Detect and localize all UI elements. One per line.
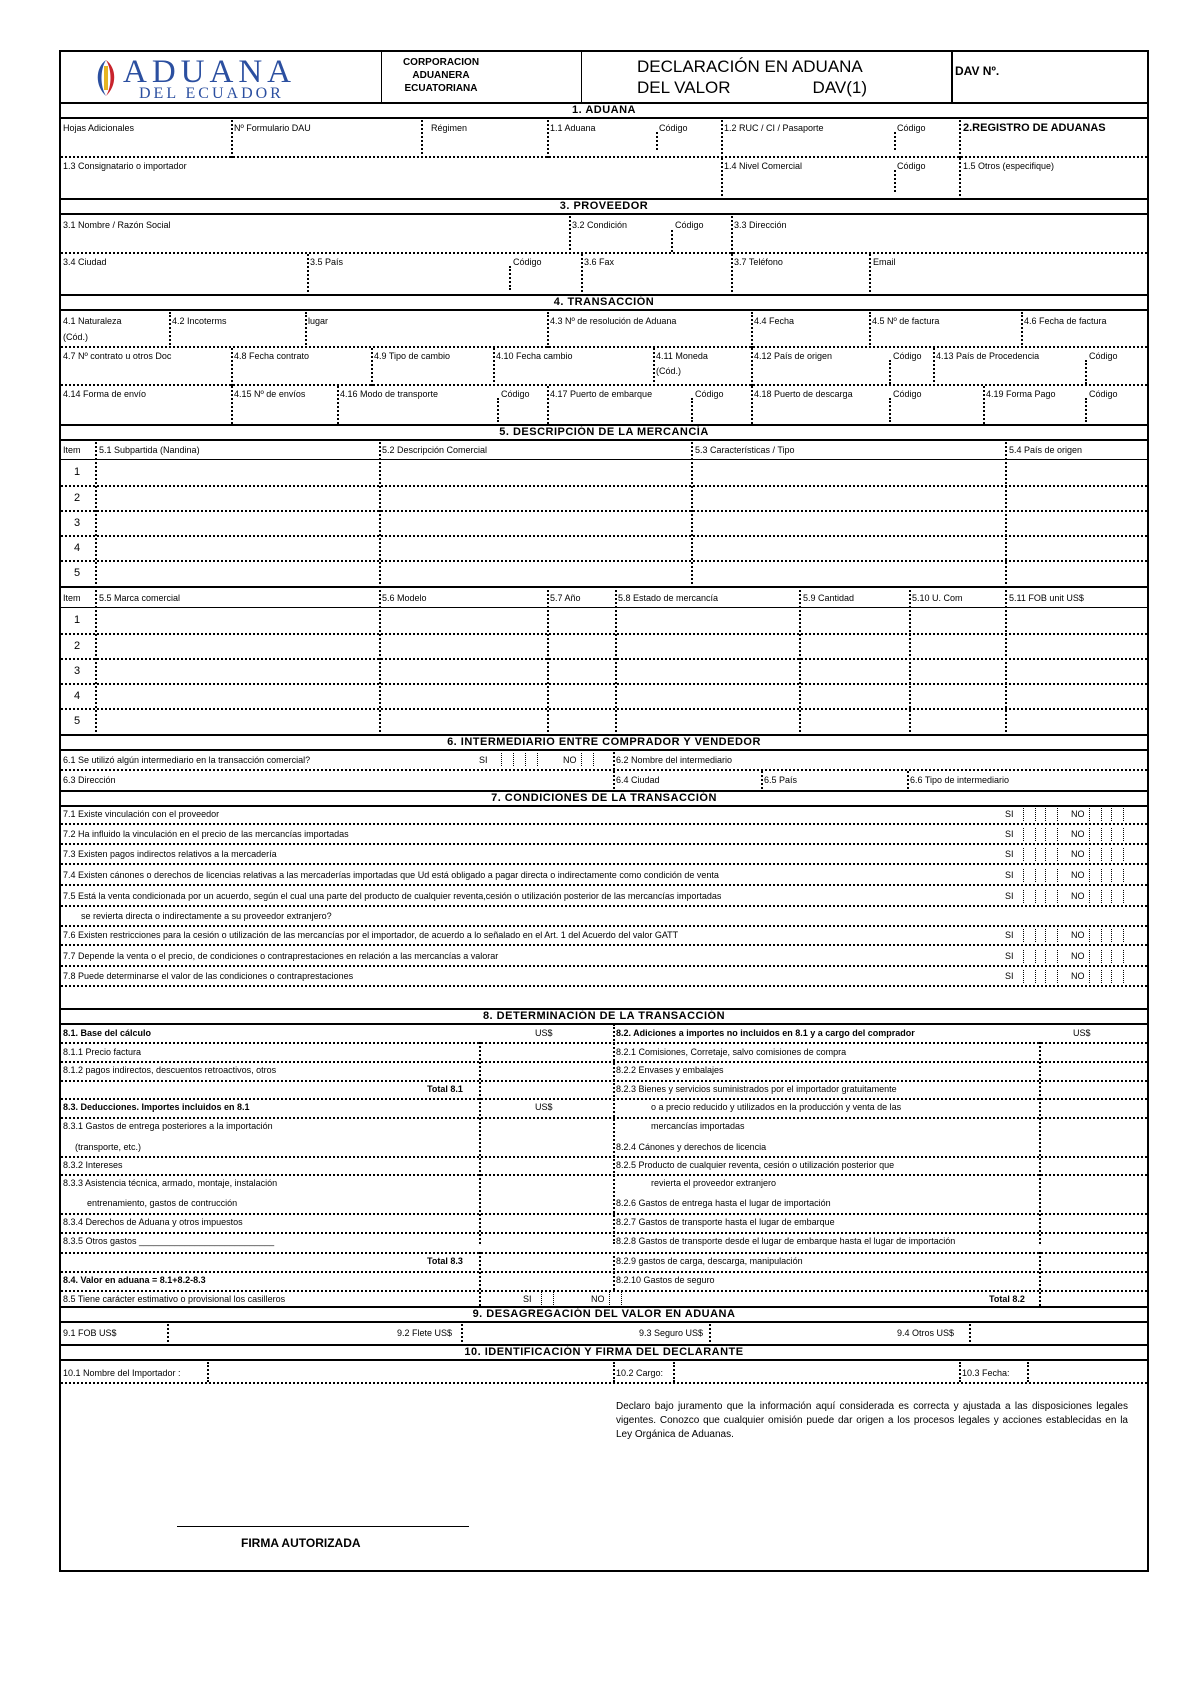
condition-no: NO [1071, 971, 1085, 981]
col-descripcion: 5.2 Descripción Comercial [382, 445, 488, 455]
precio-factura: 8.1.1 Precio factura [63, 1047, 142, 1057]
numero-envios: 4.15 Nº de envíos [234, 389, 306, 399]
condition-si-box[interactable] [1023, 828, 1036, 841]
corp-line-3: ECUATORIANA [404, 83, 478, 94]
adiciones-usd: US$ [1073, 1028, 1091, 1038]
section-6-title: 6. INTERMEDIARIO ENTRE COMPRADOR Y VENDEDOR [61, 734, 1147, 751]
condition-si-box-2[interactable] [1045, 950, 1058, 963]
condition-5: 7.5 Está la venta condicionada por un acuerdo, según el cual una parte del producto de cualquier reventa,cesión o utilización posterior de las mercancías importadas [63, 891, 722, 901]
proveedor-email: Email [873, 257, 896, 267]
col-pais-origen: 5.4 País de origen [1009, 445, 1083, 455]
moneda-cod: (Cód.) [656, 366, 682, 376]
proveedor-condicion: 3.2 Condición [572, 220, 628, 230]
nivel-codigo: Código [897, 161, 926, 171]
condition-si-box[interactable] [1023, 970, 1036, 983]
derechos-aduana: 8.3.4 Derechos de Aduana y otros impuestos [63, 1217, 243, 1227]
col-modelo: 5.6 Modelo [382, 593, 427, 603]
gastos-carga: 8.2.9 gastos de carga, descarga, manipulación [616, 1256, 803, 1266]
condition-no-box[interactable] [1089, 890, 1102, 903]
condition-si: SI [1005, 930, 1014, 940]
intermediario-nombre: 6.2 Nombre del intermediario [616, 755, 733, 765]
section-5-title: 5. DESCRIPCIÓN DE LA MERCANCÍA [61, 424, 1147, 441]
estimativo-no: NO [591, 1294, 605, 1304]
condition-si-box-2[interactable] [1045, 848, 1058, 861]
gastos-transporte-importacion: 8.2.8 Gastos de transporte desde el lugar de embarque hasta el lugar de importación [616, 1236, 956, 1246]
col-anio: 5.7 Año [550, 593, 581, 603]
condition-si: SI [1005, 891, 1014, 901]
section-8-title: 8. DETERMINACIÓN DE LA TRANSACCIÓN [61, 1008, 1147, 1025]
modo-transporte: 4.16 Modo de transporte [340, 389, 439, 399]
estimativo-si-box[interactable] [541, 1292, 554, 1305]
hojas-adicionales: Hojas Adicionales [63, 123, 135, 133]
regimen: Régimen [431, 123, 468, 133]
col-marca: 5.5 Marca comercial [99, 593, 181, 603]
registro-aduanas: 2.REGISTRO DE ADUANAS [963, 122, 1106, 134]
fecha-factura: 4.6 Fecha de factura [1024, 316, 1107, 326]
formulario-dau: Nº Formulario DAU [234, 123, 311, 133]
gastos-seguro: 8.2.10 Gastos de seguro [616, 1275, 715, 1285]
fecha-declarante: 10.3 Fecha: [962, 1368, 1010, 1378]
condition-si: SI [1005, 849, 1014, 859]
condition-no: NO [1071, 891, 1085, 901]
estimativo-si: SI [523, 1294, 532, 1304]
firma-autorizada: FIRMA AUTORIZADA [241, 1536, 361, 1550]
pago-codigo: Código [1089, 389, 1118, 399]
section-9-title: 9. DESAGREGACIÓN DEL VALOR EN ADUANA [61, 1306, 1147, 1323]
dav-form [59, 50, 1149, 1572]
intermediario-tipo: 6.6 Tipo de intermediario [910, 775, 1010, 785]
condition-si: SI [1005, 971, 1014, 981]
col-fob-unit: 5.11 FOB unit US$ [1009, 593, 1084, 603]
gastos-entrega: 8.3.1 Gastos de entrega posteriores a la importación [63, 1121, 273, 1131]
pais-origen: 4.12 País de origen [754, 351, 833, 361]
comisiones: 8.2.1 Comisiones, Corretaje, salvo comisiones de compra [616, 1047, 847, 1057]
condition-8: 7.8 Puede determinarse el valor de las condiciones o contraprestaciones [63, 971, 354, 981]
logo [89, 56, 349, 100]
item2-row-3: 3 [73, 665, 81, 677]
intermediario-si-box-2[interactable] [525, 753, 538, 766]
intermediario-pais: 6.5 País [764, 775, 798, 785]
proveedor-telefono: 3.7 Teléfono [734, 257, 783, 267]
adiciones: 8.2. Adiciones a importes no incluidos en 8.1 y a cargo del comprador [616, 1028, 915, 1038]
logo-emblem-icon [91, 56, 121, 100]
item-row-4: 4 [73, 542, 81, 554]
intermediario-si: SI [479, 755, 488, 765]
total-81: Total 8.1 [427, 1084, 463, 1094]
procedencia-codigo: Código [1089, 351, 1118, 361]
pagos-indirectos: 8.1.2 pagos indirectos, descuentos retroactivos, otros [63, 1065, 277, 1075]
condition-si-box-2[interactable] [1045, 970, 1058, 983]
condition-no-box[interactable] [1089, 808, 1102, 821]
intermediario-no: NO [563, 755, 577, 765]
gastos-transporte-embarque: 8.2.7 Gastos de transporte hasta el lugar de embarque [616, 1217, 835, 1227]
resolucion-aduana: 4.3 Nº de resolución de Aduana [550, 316, 677, 326]
condition-no-box[interactable] [1089, 970, 1102, 983]
cargo: 10.2 Cargo: [616, 1368, 664, 1378]
numero-contrato: 4.7 Nº contrato u otros Doc [63, 351, 172, 361]
condition-no-box-2[interactable] [1111, 890, 1124, 903]
asistencia-tecnica: 8.3.3 Asistencia técnica, armado, montaje, instalación [63, 1178, 278, 1188]
condition-no: NO [1071, 849, 1085, 859]
numero-factura: 4.5 Nº de factura [872, 316, 940, 326]
condition-si-box[interactable] [1023, 808, 1036, 821]
base-calculo: 8.1. Base del cálculo [63, 1028, 152, 1038]
item2-row-2: 2 [73, 640, 81, 652]
moneda: 4.11 Moneda [656, 351, 708, 361]
proveedor-nombre: 3.1 Nombre / Razón Social [63, 220, 171, 230]
embarque-codigo: Código [695, 389, 724, 399]
condition-no-box-2[interactable] [1111, 869, 1124, 882]
item2-row-1: 1 [73, 614, 81, 626]
gastos-entrega-imp: 8.2.6 Gastos de entrega hasta el lugar de importación [616, 1198, 831, 1208]
condition-6: 7.6 Existen restricciones para la cesión o utilización de las mercancías por el importador, de acuerdo a lo señalado en el Art. 1 del Acuerdo del valor GATT [63, 930, 679, 940]
proveedor-direccion: 3.3 Dirección [734, 220, 787, 230]
condition-no: NO [1071, 951, 1085, 961]
condition-no: NO [1071, 809, 1085, 819]
corp-line-1: CORPORACION [402, 57, 480, 68]
ruc-codigo: Código [897, 123, 926, 133]
pais-origen-codigo: Código [893, 351, 922, 361]
item-row-2: 2 [73, 492, 81, 504]
consignatario: 1.3 Consignatario o importador [63, 161, 187, 171]
condition-1: 7.1 Existe vinculación con el proveedor [63, 809, 220, 819]
intermediario-no-box[interactable] [581, 753, 594, 766]
condition-7: 7.7 Depende la venta o el precio, de condiciones o contraprestaciones en relación a las mercancías a valorar [63, 951, 499, 961]
condition-cont: se revierta directa o indirectamente a su proveedor extranjero? [81, 911, 332, 921]
entrenamiento: entrenamiento, gastos de contrucción [87, 1198, 238, 1208]
section-3-title: 3. PROVEEDOR [61, 198, 1147, 215]
intermediario-direccion: 6.3 Dirección [63, 775, 116, 785]
naturaleza: 4.1 Naturaleza [63, 316, 122, 326]
condition-si-box[interactable] [1023, 848, 1036, 861]
modo-codigo: Código [501, 389, 530, 399]
condition-no-box[interactable] [1089, 950, 1102, 963]
puerto-embarque: 4.17 Puerto de embarque [550, 389, 653, 399]
proveedor-pais: 3.5 País [310, 257, 344, 267]
form-title [637, 56, 867, 98]
aduana-field: 1.1 Aduana [550, 123, 596, 133]
condition-no-box-2[interactable] [1111, 950, 1124, 963]
condition-no: NO [1071, 930, 1085, 940]
condition-no-box-2[interactable] [1111, 808, 1124, 821]
producto-reventa: 8.2.5 Producto de cualquier reventa, cesión o utilización posterior que [616, 1160, 895, 1170]
section-7-title: 7. CONDICIONES DE LA TRANSACCIÓN [61, 790, 1147, 807]
deducciones-usd: US$ [535, 1102, 553, 1112]
estimativo-no-box[interactable] [609, 1292, 622, 1305]
condition-no: NO [1071, 870, 1085, 880]
item-row-5: 5 [73, 567, 81, 579]
nombre-importador: 10.1 Nombre del Importador : [63, 1368, 181, 1378]
otros-gastos: 8.3.5 Otros gastos ___________________________ [63, 1236, 275, 1246]
aduana-codigo: Código [659, 123, 688, 133]
condition-si-box-2[interactable] [1045, 869, 1058, 882]
valor-aduana: 8.4. Valor en aduana = 8.1+8.2-8.3 [63, 1275, 206, 1285]
condition-no-box[interactable] [1089, 828, 1102, 841]
forma-pago: 4.19 Forma Pago [986, 389, 1056, 399]
proveedor-ciudad: 3.4 Ciudad [63, 257, 107, 267]
resolucion-fecha: 4.4 Fecha [754, 316, 795, 326]
pais-codigo: Código [513, 257, 542, 267]
col-unidad: 5.10 U. Com [912, 593, 963, 603]
fecha-contrato: 4.8 Fecha contrato [234, 351, 310, 361]
declaracion-juramento: Declaro bajo juramento que la información aquí considerada es correcta y ajustada a las disposiciones legales vigentes. Conozco que cualquier omisión puede dar origen a los procesos legales y acciones establecidas en la Ley Orgánica de Aduanas. [616, 1401, 1128, 1440]
intermediario-si-box[interactable] [501, 753, 514, 766]
condition-no-box[interactable] [1089, 869, 1102, 882]
intereses: 8.3.2 Intereses [63, 1160, 123, 1170]
total-82: Total 8.2 [989, 1294, 1025, 1304]
section-4-title: 4. TRANSACCIÓN [61, 294, 1147, 311]
forma-envio: 4.14 Forma de envío [63, 389, 147, 399]
deducciones: 8.3. Deducciones. Importes incluidos en 8.1 [63, 1102, 250, 1112]
corp-line-2: ADUANERA [412, 70, 470, 81]
item2-row-5: 5 [73, 715, 81, 727]
fecha-cambio: 4.10 Fecha cambio [496, 351, 573, 361]
otros-usd: 9.4 Otros US$ [897, 1328, 955, 1338]
item2-row-4: 4 [73, 690, 81, 702]
condition-no-box[interactable] [1089, 848, 1102, 861]
condition-si-box[interactable] [1023, 869, 1036, 882]
incoterms-lugar: lugar [308, 316, 329, 326]
otros-especifique: 1.5 Otros (especifique) [963, 161, 1055, 171]
nivel-comercial: 1.4 Nivel Comercial [724, 161, 803, 171]
tipo-cambio: 4.9 Tipo de cambio [374, 351, 451, 361]
col-estado: 5.8 Estado de mercancía [618, 593, 719, 603]
item-header-2: Item [63, 593, 81, 603]
condition-no-box-2[interactable] [1111, 848, 1124, 861]
intermediario-ciudad: 6.4 Ciudad [616, 775, 660, 785]
envases: 8.2.2 Envases y embalajes [616, 1065, 724, 1075]
estimativo: 8.5 Tiene carácter estimativo o provisional los casilleros [63, 1294, 286, 1304]
proveedor-fax: 3.6 Fax [584, 257, 615, 267]
corp-name [391, 56, 491, 95]
item-row-1: 1 [73, 466, 81, 478]
dav-number-label: DAV Nº. [955, 64, 1000, 78]
condition-no-box-2[interactable] [1111, 929, 1124, 942]
condition-si: SI [1005, 870, 1014, 880]
gastos-transporte: (transporte, etc.) [75, 1142, 142, 1152]
condition-no-box[interactable] [1089, 929, 1102, 942]
section-1-title: 1. ADUANA [61, 102, 1147, 119]
col-caracteristicas: 5.3 Características / Tipo [695, 445, 795, 455]
col-subpartida: 5.1 Subpartida (Nandina) [99, 445, 200, 455]
flete-usd: 9.2 Flete US$ [397, 1328, 453, 1338]
condition-si-box-2[interactable] [1045, 929, 1058, 942]
incoterms: 4.2 Incoterms [172, 316, 227, 326]
bienes-servicios-2: o a precio reducido y utilizados en la producción y venta de las [651, 1102, 902, 1112]
condition-si: SI [1005, 951, 1014, 961]
intermediario-pregunta: 6.1 Se utilizó algún intermediario en la transacción comercial? [63, 755, 311, 765]
descarga-codigo: Código [893, 389, 922, 399]
logo-text-top: ADUANA [123, 54, 296, 90]
condition-4: 7.4 Existen cánones o derechos de licencias relativas a las mercaderías importadas que Ud está obligado a pagar directa o indirectamente como condición de venta [63, 870, 719, 880]
logo-text-bottom: DEL ECUADOR [139, 85, 284, 102]
total-83: Total 8.3 [427, 1256, 463, 1266]
condition-no-box-2[interactable] [1111, 828, 1124, 841]
pais-procedencia: 4.13 País de Procedencia [936, 351, 1040, 361]
form-code: DAV(1) [812, 78, 868, 97]
title-line-2: DEL VALOR [637, 78, 731, 97]
condicion-codigo: Código [675, 220, 704, 230]
bienes-servicios: 8.2.3 Bienes y servicios suministrados por el importador gratuitamente [616, 1084, 897, 1094]
fob-usd: 9.1 FOB US$ [63, 1328, 117, 1338]
producto-reventa-2: revierta el proveedor extranjero [651, 1178, 777, 1188]
condition-si: SI [1005, 829, 1014, 839]
condition-no-box-2[interactable] [1111, 970, 1124, 983]
condition-si-box[interactable] [1023, 929, 1036, 942]
bienes-servicios-3: mercancías importadas [651, 1121, 745, 1131]
condition-si-box[interactable] [1023, 890, 1036, 903]
condition-2: 7.2 Ha influido la vinculación en el precio de las mercancías importadas [63, 829, 349, 839]
seguro-usd: 9.3 Seguro US$ [639, 1328, 704, 1338]
col-cantidad: 5.9 Cantidad [803, 593, 855, 603]
item-row-3: 3 [73, 517, 81, 529]
condition-3: 7.3 Existen pagos indirectos relativos a la mercadería [63, 849, 277, 859]
condition-si-box[interactable] [1023, 950, 1036, 963]
condition-si: SI [1005, 809, 1014, 819]
condition-si-box-2[interactable] [1045, 808, 1058, 821]
canones: 8.2.4 Cánones y derechos de licencia [616, 1142, 767, 1152]
condition-no: NO [1071, 829, 1085, 839]
section-10-title: 10. IDENTIFICACIÓN Y FIRMA DEL DECLARANTE [61, 1344, 1147, 1361]
ruc-field: 1.2 RUC / CI / Pasaporte [724, 123, 824, 133]
title-line-1: DECLARACIÓN EN ADUANA [637, 57, 863, 76]
condition-si-box-2[interactable] [1045, 828, 1058, 841]
item-header: Item [63, 445, 81, 455]
base-usd: US$ [535, 1028, 553, 1038]
puerto-descarga: 4.18 Puerto de descarga [754, 389, 853, 399]
condition-si-box-2[interactable] [1045, 890, 1058, 903]
naturaleza-cod: (Cód.) [63, 332, 89, 342]
